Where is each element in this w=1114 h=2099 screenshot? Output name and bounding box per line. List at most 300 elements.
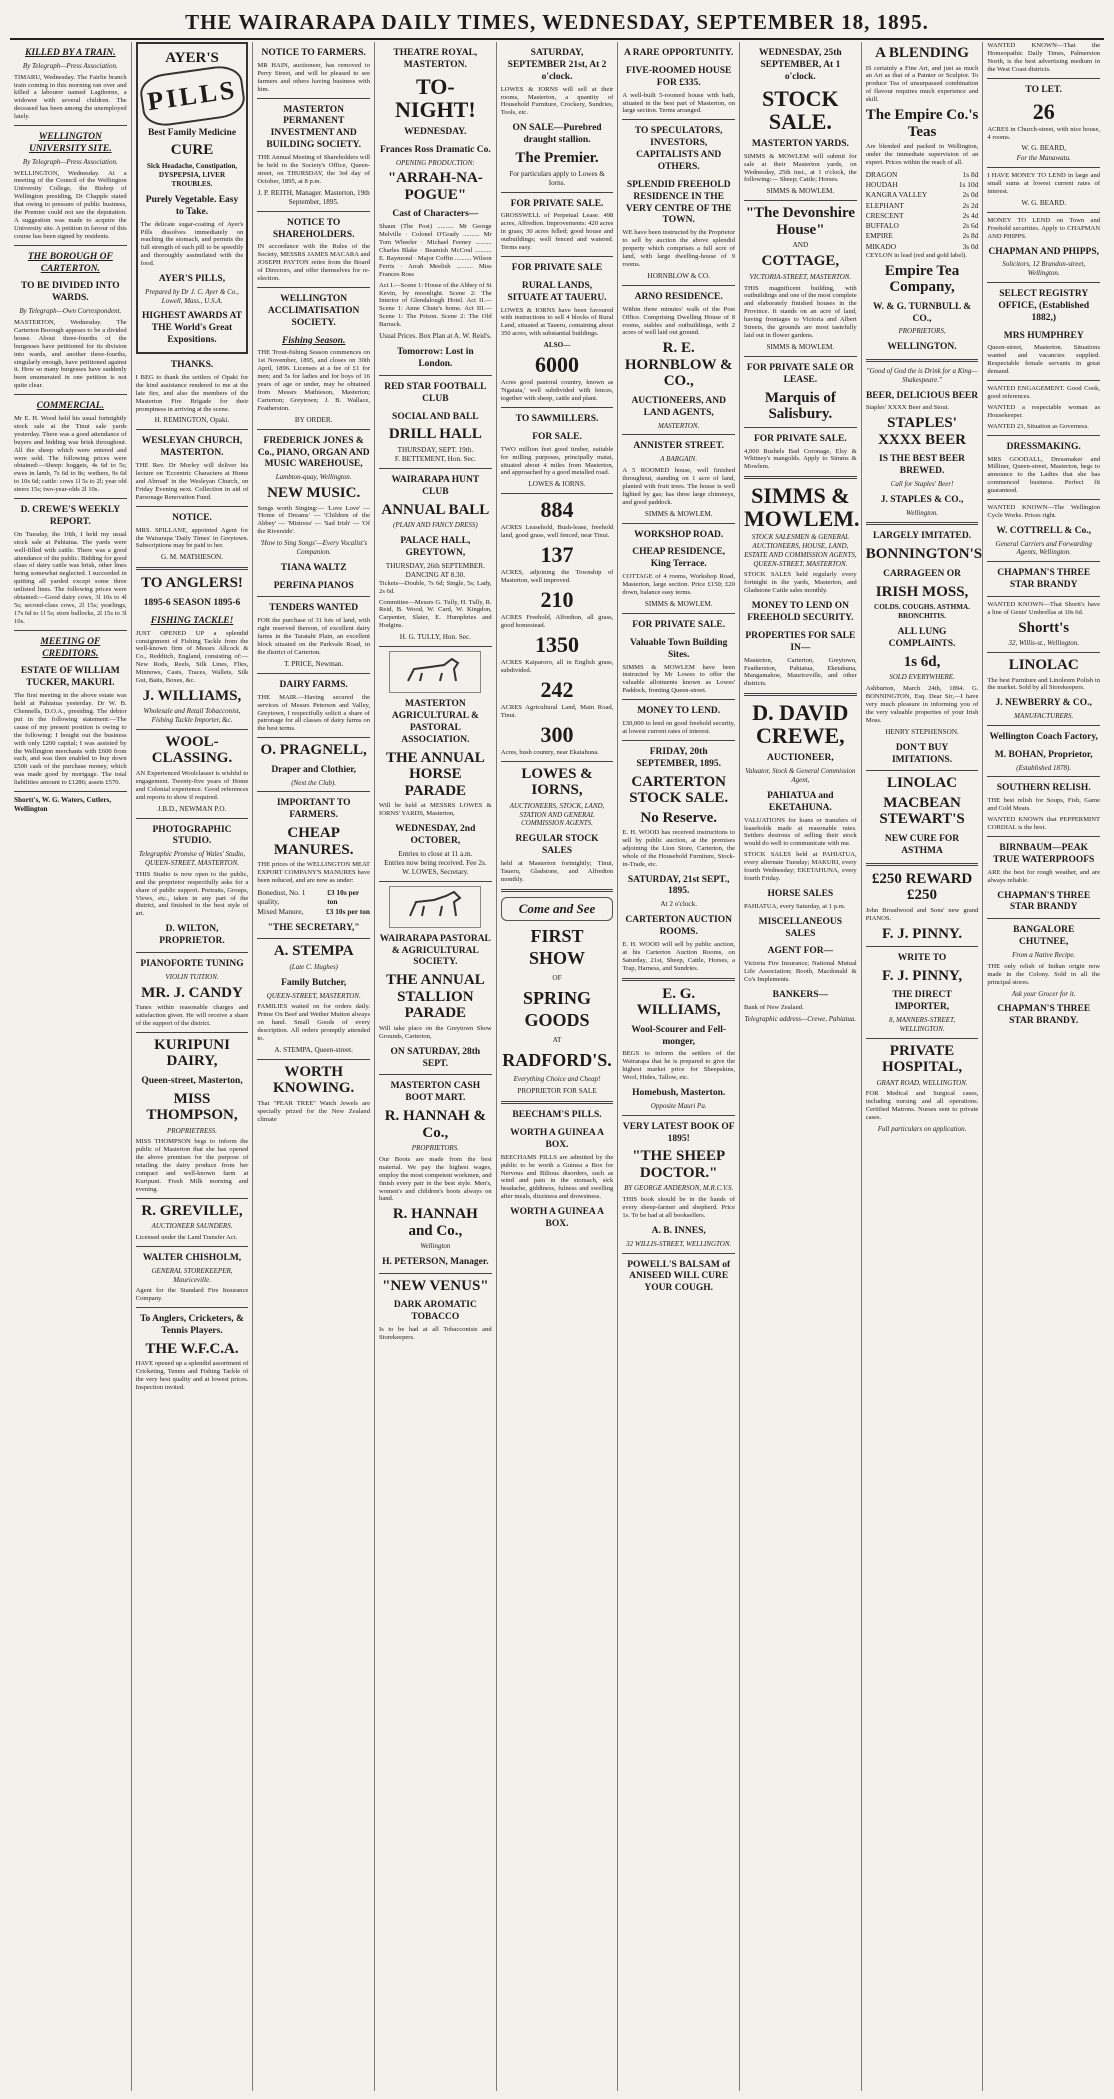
ad-body: STOCK SALES held regularly every fortnight in the yards, Masterton, and Gladstone Cattle sales monthly. bbox=[744, 571, 857, 595]
ad-name: A. B. INNES, bbox=[651, 1225, 706, 1236]
notice-body: held at Masterton fortnightly; Tinui, Taueru, Gladstone, and Alfredton monthly. bbox=[500, 859, 614, 883]
ad-sub: CARRAGEEN OR bbox=[883, 568, 961, 579]
ad-sub: DARK AROMATIC TOBACCO bbox=[393, 1300, 477, 1323]
article-text: Mr E. H. Wood held his usual fortnightly stock sale at the Tinui sale yards yesterday. There was a good attendance of buyers and bidding was brisk throughout. All the sheep which were entered and were sold. The following prices were obtained:—Sheep: hoggets, 4s 6d to 5s; ewes in lamb, 7s 6d to 8s; wethers, 9s 6d to 10s 6d; cattle: cows 1l 5s to 2l; year old steers 15s; two-year-olds 2l 10s. bbox=[14, 415, 127, 494]
ad-committee: Committee—Messrs G. Tully, H. Tully, R. Reid, B. Wood, W. Card, W. Kingdon, Carpenter, Slater, E. Humphries and Hodgins. bbox=[379, 598, 492, 630]
ad-body: Agent for the Standard Fire Insurance Company. bbox=[135, 1287, 249, 1303]
ad-title: WORTH KNOWING. bbox=[273, 1063, 355, 1097]
notice-title: NOTICE TO SHAREHOLDERS. bbox=[272, 217, 355, 240]
price-value: £3 10s per ton bbox=[327, 887, 360, 907]
notice-title: FOR PRIVATE SALE OR LEASE. bbox=[746, 362, 854, 385]
classified-sub: General Carriers and Forwarding Agents, Wellington. bbox=[995, 539, 1092, 557]
ad-title: AYER'S bbox=[165, 50, 219, 66]
ad-sub: (PLAIN AND FANCY DRESS) bbox=[392, 521, 478, 530]
notice-body: LOWES & IORNS will sell at their rooms, Masterton, a quantity of Household Furniture, Crockery, Sundries, Tools, etc. bbox=[500, 85, 614, 117]
ad-date: ON SATURDAY, 28th SEPT. bbox=[390, 1046, 481, 1069]
notice-body: COTTAGE of 4 rooms, Workshop Road, Masterton, large section. Price £150; £20 down, balance easy terms. bbox=[622, 573, 736, 596]
subheadline: ESTATE OF WILLIAM TUCKER, MAKURI. bbox=[20, 666, 120, 689]
classified: MRS GOODALL, Dressmaker and Milliner, Queen-street, Masterton, begs to announce to the Ladies that she has commenced business. Perfect fit guaranteed. bbox=[987, 455, 1101, 495]
ad-title: FREDERICK JONES & Co., PIANO, ORGAN AND MUSIC WAREHOUSE, bbox=[257, 435, 370, 470]
ad-name: F. J. PINNY, bbox=[881, 967, 963, 984]
notice-title: ANNISTER STREET. bbox=[633, 441, 725, 452]
notice-body: WE have been instructed by the Proprietor to sell by auction the above splendid property which comprises a full acre of land, with large dwelling-house of 9 rooms. bbox=[622, 229, 736, 268]
ad-title: BEER, DELICIOUS BEER bbox=[865, 390, 979, 401]
tea-label: ELEPHANT bbox=[865, 200, 904, 210]
ad-money: MONEY TO LEND ON FREEHOLD SECURITY. bbox=[747, 601, 854, 624]
classified-signature: MRS HUMPHREY bbox=[1003, 330, 1084, 341]
ad-sub: Wool-Scourer and Fell-monger, bbox=[631, 1024, 727, 1047]
classified-signature: J. NEWBERRY & CO., bbox=[995, 698, 1092, 709]
classified-sub: For the Manawatu. bbox=[1016, 154, 1071, 163]
ad-title: RED STAR FOOTBALL CLUB bbox=[384, 381, 487, 404]
notice-signature: G. M. MATHIESON. bbox=[160, 553, 224, 562]
article-text: TIMARU, Wednesday. The Fairlie branch train coming in this morning ran over and killed a labourer named Lagthorne, a widower with several children. The deceased has been among the unemployed lately. bbox=[14, 73, 127, 121]
ad-body: That "PEAR TREE" Watch Jewels are specially prized for the New Zealand climate bbox=[257, 1099, 371, 1123]
ad-name: LINOLAC bbox=[887, 775, 958, 792]
acreage-242: 242 bbox=[540, 676, 574, 702]
horse-engraving-icon bbox=[389, 651, 481, 693]
ad-body: Songs worth Singing:— 'Love Love' — 'Home of Dreams' — 'Children of the Abbey' — 'Mistress' — 'Sad Irish' — 'Of the Riverside'. bbox=[257, 504, 371, 536]
ad-sub: For particulars apply to Lowes & Iorns. bbox=[509, 169, 605, 187]
ad-body: FOR Medical and Surgical cases, including nursing and all operations. Certified Matrons. Nurses sent to private cases. bbox=[865, 1090, 979, 1122]
ad-years: 1895-6 SEASON 1895-6 bbox=[143, 597, 241, 608]
notice-body: Acres good pastoral country, known as 'Ngatata,' well subdivided with fences, together with sheep, cattle and plant. bbox=[500, 379, 614, 403]
notice-body: ACRES Freehold, Alfredton, all grass, good homestead. bbox=[500, 614, 614, 630]
ad-body: STOCK SALES held at PAHIATUA, every alternate Tuesday; MAKURI, every fourth Wednesday; EKETAHUNA, every fourth Friday. bbox=[744, 851, 857, 882]
ad-body: THE prices of the WELLINGTON MEAT EXPORT COMPANY'S MANURES have been reduced, and are now as under: bbox=[257, 861, 371, 884]
ad-name: TIANA WALTZ bbox=[280, 562, 347, 573]
ad-call: Call for Staples' Beer! bbox=[890, 480, 954, 489]
ad-sub: THE DIRECT IMPORTER, bbox=[892, 990, 952, 1013]
ad-body: Our Boots are made from the best material. We pay the highest wages, employ the most competent workmen, and finish every pair in the best style. Men's, women's and children's boots always on hand. bbox=[379, 1155, 492, 1203]
tea-label: EMPIRE bbox=[865, 231, 893, 241]
ad-body: IS certainly a Fine Art, and just as much an Art as that of a Painter or Sculptor. To produce Tea of unsurpassed combination of flavour requires much experience and skill. bbox=[865, 64, 979, 104]
ad-title: WRITE TO bbox=[897, 953, 947, 964]
classified-title: Wellington Coach Factory, bbox=[989, 731, 1098, 742]
notice-body: THE Rev. Dr Morley will deliver his lecture on 'Eccentric Characters at Home and Abroad' in the Wesleyan Church, on Friday Evening next. Collection in aid of Parsonage Renovation Fund. bbox=[135, 462, 249, 501]
notice-sub: RURAL LANDS, SITUATE AT TAUERU. bbox=[507, 280, 607, 303]
article-text: On Tuesday, the 10th, I held my usual stock sale at Pahiatua. The yards were well-filled with cattle. There was a good attendance of the public. Bidding for good class of dairy cattle was brisk, other lines being somewhat neglected. I succeeded in quitting all yarded except some three unlisted lines. The following prices were obtained:—Good dairy cows, 3l 10s to 4l 5s; second-class cows, 2l 15s; yearlings, 17s 6d to 1l 5s; store bullocks, 2l 15s to 3l 10s. bbox=[14, 530, 127, 625]
ad-loc: WELLINGTON. bbox=[887, 342, 957, 353]
classified-sub: 32, Willis-st., Wellington. bbox=[1008, 639, 1079, 648]
ad-title: A BLENDING bbox=[875, 45, 969, 61]
tea-price: 3s 0d bbox=[962, 241, 979, 251]
notice-body: LOWES & IORNS have been favoured with instructions to sell 4 blocks of Rural Land, situated at Taueru, containing about 350 acres, with substantial buildings. bbox=[500, 306, 614, 338]
tea-price-row bbox=[866, 211, 979, 220]
ad-name: F. J. PINNY. bbox=[881, 925, 963, 942]
ad-name: MISS THOMPSON, bbox=[146, 1090, 238, 1124]
notice-title: TO SAWMILLERS. bbox=[515, 413, 599, 424]
ad-name: R. GREVILLE, bbox=[141, 1202, 243, 1219]
ad-signature: HENRY STEPHENSON. bbox=[885, 727, 959, 736]
notice-body: GROSSWELL of Perpetual Lease. 498 acres, Alfredton. Improvements: 420 acres in grass; 30 acres felled; good house and outbuildings; well fenced and watered. Terms easy. bbox=[500, 212, 614, 251]
tea-price: 2s 0d bbox=[962, 190, 979, 200]
tea-price: 1s 10d bbox=[958, 180, 979, 189]
notice-body: MRS. SPILLANE, appointed Agent for the Wairarapa 'Daily Times' in Greytown. Subscriptions may be paid to her. bbox=[135, 526, 249, 550]
ad-warning: DON'T BUY IMITATIONS. bbox=[891, 742, 953, 765]
ad-sub: AUCTIONEER, bbox=[766, 753, 834, 764]
headline: WELLINGTON UNIVERSITY SITE. bbox=[29, 132, 112, 154]
tea-price-row bbox=[866, 170, 979, 179]
notice-sub: A BARGAIN. bbox=[660, 455, 698, 464]
ad-list: Sick Headache, Constipation, DYSPEPSIA, LIVER TROUBLES. bbox=[146, 161, 238, 188]
classified-sub: Solicitors, 12 Brandon-street, Wellington. bbox=[1002, 260, 1086, 278]
ad-body: AN Experienced Woolclasser is wishful to engagement. Twenty-five years of Home and Colonial experience. Good references and reports to show if required. bbox=[135, 769, 249, 801]
classified-signature: W. G. BEARD. bbox=[1021, 198, 1067, 207]
notice-title: CARTERTON STOCK SALE. bbox=[629, 773, 729, 807]
column-8 bbox=[862, 42, 984, 2091]
ad-signature: H. PETERSON, Manager. bbox=[382, 1257, 489, 1268]
price-label: Bonedust, No. 1 quality, bbox=[257, 887, 306, 907]
ad-time: Entries to close at 11 a.m. bbox=[398, 849, 473, 858]
ad-body: The delicate sugar-coating of Ayer's Pills dissolves immediately on reaching the stomach, and permits the full strength of each pill to be speedily and thoroughly assimilated with the food. bbox=[140, 220, 244, 268]
tea-price-row bbox=[866, 242, 979, 251]
ad-sub: Wholesale and Retail Tobacconist, Fishing Tackle Importer, &c. bbox=[143, 707, 241, 725]
ad-sub: FISHING TACKLE! bbox=[150, 615, 234, 626]
notice-title: WESLEYAN CHURCH, MASTERTON. bbox=[141, 436, 243, 459]
notice-signature: LOWES & IORNS. bbox=[528, 480, 586, 489]
spring-goods: SPRING GOODS bbox=[523, 987, 592, 1031]
classified: MONEY TO LEND on Town and Freehold securities. Apply to CHAPMAN AND PHIPPS. bbox=[987, 216, 1101, 240]
notice-signature: T. PRICE, Newman. bbox=[284, 659, 344, 668]
ad-sub: WORTH A GUINEA A BOX. bbox=[510, 1127, 604, 1150]
ad-sub: HORSE SALES bbox=[767, 888, 834, 899]
ad-title: PHOTOGRAPHIC STUDIO. bbox=[152, 824, 232, 847]
ad-name: THE W.F.C.A. bbox=[145, 1340, 239, 1357]
shortts-logo: Shortt's bbox=[1018, 619, 1070, 636]
ad-title: KURIPUNI DAIRY, bbox=[154, 1036, 230, 1070]
classified: WANTED KNOWN—That the Homeopathic Daily Times, Palmerston North, is the best advertising medium in the West Coast districts. bbox=[987, 42, 1101, 73]
ad-title: MASTERTON AGRICULTURAL & PASTORAL ASSOCIATION. bbox=[391, 699, 479, 745]
acreage-6000: 6000 bbox=[535, 352, 580, 378]
notice-sub: FIVE-ROOMED HOUSE FOR £335. bbox=[626, 65, 732, 88]
price-row bbox=[257, 888, 370, 907]
classified-title: BIRNBAUM—PEAK TRUE WATERPROOFS bbox=[993, 842, 1095, 865]
headline: MEETING OF CREDITORS. bbox=[40, 636, 101, 659]
notice-title: SATURDAY, SEPTEMBER 21st, At 2 o'clock. bbox=[507, 48, 607, 82]
ad-venue: DRILL HALL bbox=[388, 426, 482, 443]
acreage-1350: 1350 bbox=[535, 632, 580, 658]
ad-name: STAPLES' XXXX BEER bbox=[878, 415, 966, 448]
tea-label: DRAGON bbox=[865, 169, 898, 179]
notice-title: ARNO RESIDENCE. bbox=[634, 291, 723, 302]
ad-ball: ANNUAL BALL bbox=[381, 501, 490, 518]
ad-sub: Lambton-quay, Wellington. bbox=[275, 473, 352, 482]
ad-fee: Entries now being received. Fee 2s. bbox=[384, 858, 487, 867]
signature: Shortt's, W. G. Waters, Cutlers, Wellington bbox=[14, 796, 112, 814]
ad-body: THIS book should be in the hands of every sheep-farmer and shepherd. Price 1s. To be had at all booksellers. bbox=[622, 1196, 736, 1220]
ad-signature: PROPRIETOR FOR SALE bbox=[517, 1087, 597, 1096]
ad-sub: PROPRIETRESS. bbox=[167, 1126, 217, 1135]
ad-sub: QUEEN-STREET, MASTERTON. bbox=[266, 991, 361, 1000]
ad-name: D. DAVID CREWE, bbox=[752, 700, 849, 749]
notice-body: THIS magnificent building, with outbuildings and one of the most complete and elaborately finished houses in the Province. It stands on an acre of land, having frontages to Victoria and Albert Streets, the grounds are most tastefully laid out in flower gardens. bbox=[744, 284, 857, 339]
ad-book: "THE SHEEP DOCTOR." bbox=[632, 1148, 726, 1181]
ad-name: A. STEMPA bbox=[273, 943, 354, 960]
ad-tonight: TO-NIGHT! bbox=[395, 73, 476, 122]
ad-title: To Anglers, Cricketers, & Tennis Players. bbox=[140, 1314, 244, 1337]
headline: THE BOROUGH OF CARTERTON. bbox=[27, 251, 113, 274]
ad-name: The Empire Co.'s Teas bbox=[865, 107, 979, 140]
ad-body: Tunes within reasonable charges and satisfaction given. He will receive a share of the support of the district. bbox=[135, 1004, 249, 1027]
notice-title: FOR PRIVATE SALE. bbox=[632, 619, 726, 630]
classified-sub: MANUFACTURERS. bbox=[1014, 712, 1074, 721]
acreage-884: 884 bbox=[540, 497, 574, 523]
tea-label: HOUDAH bbox=[865, 180, 898, 189]
tea-label: CRESCENT bbox=[865, 210, 904, 220]
notice-body: THE Trout-fishing Season commences on 1st November, 1895, and closes on 30th April, 1896. Licenses at a fee of £1 for men; and 5s for ladies and for boys of 16 years of age or under, may be obtained from Messrs Mathieson, Masterton; Carterton; Greytown; J. B. Wallace, Featherston. bbox=[257, 349, 371, 412]
notice-title: NOTICE TO FARMERS. bbox=[261, 48, 366, 58]
classified: ARE the best for rough weather, and are always reliable. bbox=[987, 868, 1101, 884]
notice-sub: SPLENDID FREEHOLD RESIDENCE IN THE VERY CENTRE OF THE TOWN. bbox=[625, 179, 732, 226]
notice-title: A RARE OPPORTUNITY. bbox=[624, 48, 734, 58]
price-row bbox=[257, 907, 370, 916]
classified: THE best relish for Soups, Fish, Game and Cold Meats. bbox=[987, 797, 1101, 813]
masthead: THE WAIRARAPA DAILY TIMES, WEDNESDAY, SEPTEMBER 18, 1895. bbox=[10, 6, 1104, 40]
radfords: RADFORD'S. bbox=[502, 1049, 612, 1070]
classified-sub: From a Native Recipe. bbox=[1012, 951, 1076, 960]
column-2 bbox=[132, 42, 254, 2091]
ad-sub: MISCELLANEOUS SALES bbox=[758, 916, 843, 939]
notice-date: FRIDAY, 20th SEPTEMBER, 1895. bbox=[636, 746, 722, 769]
notice-sub: Valuable Town Building Sites. bbox=[630, 637, 728, 660]
notice-title: WORKSHOP ROAD. bbox=[634, 529, 724, 540]
ad-sub: Queen-street, Masterton, bbox=[141, 1075, 243, 1086]
notice-signature: SIMMS & MOWLEM. bbox=[766, 342, 835, 351]
notice-signature: HORNBLOW & CO. bbox=[647, 271, 710, 280]
ayers-pills-ad bbox=[136, 42, 249, 354]
ad-body: BEECHAMS PILLS are admitted by the public to be worth a Guinea a Box for Nervous and Bilious disorders, such as wind and pain in the stomach, sick headache, giddiness, fulness and swelling after meals, dizziness and drowsiness. bbox=[500, 1153, 614, 1201]
notice-title: TO SPECULATORS, INVESTORS, CAPITALISTS AND OTHERS. bbox=[634, 126, 723, 172]
classified-title: TO LET. bbox=[1025, 84, 1063, 95]
notice-body: FOR the purchase of 31 lots of land, with right reserved thereon, of excellent dairy farms in the Taratahi Plain, an excellent block situated on the Parkvale Road, in the district of Carterton. bbox=[257, 617, 371, 656]
notice-signature: H. REMINGTON, Opaki. bbox=[154, 416, 230, 425]
notice-body: MR HAIN, auctioneer, has removed to Perry Street, and will be pleased to see farmers and others having business with him. bbox=[257, 61, 371, 93]
ad-by: Prepared by Dr J. C. Ayer & Co., Lowell, Mass., U.S.A. bbox=[145, 287, 239, 305]
price-label: Mixed Manure, bbox=[257, 907, 304, 917]
ad-sub: Wellington bbox=[420, 1242, 451, 1251]
ad-sub: Draper and Clothier, bbox=[271, 764, 357, 775]
ad-name: E. G. WILLIAMS, bbox=[636, 985, 721, 1019]
classified: WANTED KNOWN that PEPPERMINT CORDIAL is the best. bbox=[987, 816, 1101, 832]
classified-signature: CHAPMAN AND PHIPPS, bbox=[988, 246, 1099, 257]
ad-sub: 32 WILLIS-STREET, WELLINGTON. bbox=[626, 1239, 732, 1248]
ad-body: Licensed under the Land Transfer Act. bbox=[135, 1234, 238, 1242]
notice-title: CARTERTON AUCTION ROOMS. bbox=[625, 915, 732, 938]
ad-sub: 'How to Sing Songs'—Every Vocalist's Companion. bbox=[260, 539, 368, 556]
ad-sub: Valuator, Stock & General Commission Agent, bbox=[745, 767, 856, 785]
notice-title: "The Devonshire House" bbox=[745, 205, 856, 238]
ad-name: R. HANNAH & Co., bbox=[384, 1108, 486, 1141]
notice-body: A well-built 5-roomed house with bath, situated in the best part of Masterton, on large section. Terms arranged. bbox=[622, 91, 736, 115]
ad-title: WAIRARAPA PASTORAL & AGRICULTURAL SOCIETY. bbox=[379, 933, 491, 968]
ad-sub: PROPRIETORS. bbox=[411, 1144, 459, 1153]
notice-title: NOTICE. bbox=[172, 512, 212, 523]
ad-title: WOOL-CLASSING. bbox=[151, 733, 233, 767]
tea-price: 2s 8d bbox=[962, 231, 979, 241]
acreage-210: 210 bbox=[540, 587, 574, 613]
acreage-137: 137 bbox=[540, 542, 574, 568]
classified-title: SELECT REGISTRY OFFICE, (Established 1882,) bbox=[998, 288, 1090, 323]
column-7 bbox=[740, 42, 862, 2091]
notice-date: SATURDAY, 21st SEPT., 1895. bbox=[627, 874, 730, 897]
ad-slogan: POWELL'S BALSAM of ANISEED WILL CURE YOUR COUGH. bbox=[627, 1259, 731, 1294]
tea-price-row bbox=[866, 231, 979, 240]
ad-testimonial: Ashburton, March 24th, 1894. G. BONNINGTON, Esq. Dear Sir,—I have very much pleasure in informing you of the very valuable properties of your Irish Moss. bbox=[865, 685, 979, 724]
notice-body: ACRES Kaiparoro, all in English grass, subdivided. bbox=[500, 659, 614, 675]
notice-body: E. H. WOOD has received instructions to sell by public auction, at the premises adjoining the Lion Store, Carterton, the whole of the Household Furniture, Stock-in-Trade, etc. bbox=[622, 829, 736, 868]
ad-title: VERY LATEST BOOK OF 1895! bbox=[622, 1121, 735, 1144]
ad-sub: BANKERS— bbox=[772, 989, 829, 1000]
notice-signature: SIMMS & MOWLEM. bbox=[644, 509, 713, 518]
ad-loc: Homebush, Masterton. bbox=[632, 1088, 726, 1099]
ad-title: MASTERTON CASH BOOT MART. bbox=[390, 1081, 481, 1104]
ad-price: 1s 6d, bbox=[903, 653, 941, 670]
ad-title: BEECHAM'S PILLS. bbox=[512, 1110, 602, 1121]
byline: By Telegraph—Press Association. bbox=[22, 157, 118, 166]
notice-also: ALSO— bbox=[543, 341, 571, 350]
notice-sub: Fishing Season. bbox=[281, 335, 346, 346]
ad-date: THURSDAY, SEPT. 19th. bbox=[397, 445, 474, 454]
classified-sub: Ask your Grocer for it. bbox=[1011, 989, 1076, 998]
byline: By Telegraph—Press Association. bbox=[22, 61, 118, 70]
classified-title: DRESSMAKING. bbox=[1006, 441, 1081, 452]
notice-title: WELLINGTON ACCLIMATISATION SOCIETY. bbox=[267, 293, 360, 328]
ad-name: Empire Tea Company, bbox=[884, 262, 960, 296]
ad-venue: PALACE HALL, GREYTOWN, bbox=[400, 535, 471, 558]
ad-name: R. E. HORNBLOW & CO., bbox=[624, 340, 733, 390]
pill-box-icon: PILLS bbox=[138, 63, 247, 129]
tea-label: BUFFALO bbox=[865, 221, 899, 230]
column-5 bbox=[497, 42, 619, 2091]
headline: KILLED BY A TRAIN. bbox=[25, 48, 116, 58]
ad-parade: THE ANNUAL HORSE PARADE bbox=[385, 749, 485, 799]
classified: WANTED a respectable woman as Housekeeper. bbox=[987, 403, 1101, 419]
classified: I HAVE MONEY TO LEND in large and small sums at lowest current rates of interest. bbox=[987, 172, 1101, 195]
notice-signature: SIMMS & MOWLEM. bbox=[644, 599, 713, 608]
columns bbox=[10, 42, 1104, 2091]
notice-signature: J. P. REITH, Manager. Masterton, 19th September, 1895. bbox=[257, 188, 370, 206]
classified: ACRES in Church-street, with nice house, 4 rooms. bbox=[987, 125, 1101, 141]
ad-loc: PAHIATUA and EKETAHUNA. bbox=[767, 790, 834, 813]
ad-sub: OPENING PRODUCTION: bbox=[395, 158, 475, 167]
ad-music: NEW MUSIC. bbox=[267, 485, 361, 502]
stallion-engraving-icon bbox=[389, 886, 481, 928]
notice-body: Within three minutes' walk of the Post Office. Comprising Dwelling House of 8 rooms, stables and outbuildings, with 2 acres of well laid out ground. bbox=[622, 305, 736, 337]
subheadline: TO BE DIVIDED INTO WARDS. bbox=[21, 281, 120, 304]
ad-sub: W. & G. TURNBULL & CO., bbox=[872, 301, 972, 324]
ad-title: PIANOFORTE TUNING bbox=[140, 959, 244, 969]
ad-body: Bank of New Zealand. bbox=[744, 1003, 804, 1011]
ad-sub: NEW CURE FOR ASTHMA bbox=[884, 833, 960, 856]
notice-body: ACRES Leasehold, Bush-lease, freehold land, good grass, well fenced, near Tinui. bbox=[500, 524, 614, 540]
notice-body: TWO million feet good timber, suitable for milling purposes, principally matai, situated about 4 miles from Masterton, and approached by a good metalled road. bbox=[500, 445, 614, 477]
ad-cures: COLDS. COUGHS. ASTHMA. BRONCHITIS. bbox=[874, 603, 971, 621]
ad-play: "ARRAH-NA-POGUE" bbox=[387, 170, 483, 203]
ad-company: Frances Ross Dramatic Co. bbox=[379, 144, 491, 155]
ad-cast: Cast of Characters— bbox=[392, 209, 479, 220]
ad-name: IRISH MOSS, bbox=[875, 583, 969, 600]
ad-name: BONNINGTON'S bbox=[865, 546, 983, 563]
ad-sub: (Late C. Hughes) bbox=[289, 962, 338, 971]
ad-lungs: ALL LUNG COMPLAINTS. bbox=[888, 627, 956, 650]
ad-sub: Everything Choice and Cheap! bbox=[513, 1075, 601, 1084]
ad-sub: AUCTIONEERS, AND LAND AGENTS, bbox=[631, 395, 726, 418]
ad-body: BEGS to inform the settlers of the Wairarapa that he is prepared to give the highest market price for Sheepskins, Wool, Hides, Tallow, etc. bbox=[622, 1050, 736, 1082]
ad-name: LOWES & IORNS, bbox=[521, 765, 593, 799]
notice-body: A 5 ROOMED house, well finished throughout, standing on 1 acre of land, planted with fruit trees. The house is well lighted by gas; has three large chimneys, and good paddock. bbox=[622, 467, 736, 506]
tea-price-row bbox=[866, 180, 979, 189]
ad-body: JUST OPENED UP a splendid consignment of Fishing Tackle from the well-known firm of Messrs Allcock & Co., Redditch, England, consisting of:— New Rods, Reels, Silk Lines, Flies, Minnows, Casts, Traces, Wallets, Silk Gut, Baits, Boxes, &c. bbox=[135, 629, 249, 685]
ad-sub: (Next the Club). bbox=[291, 778, 337, 787]
column-9 bbox=[983, 42, 1104, 2091]
classified-title: LINOLAC bbox=[1008, 657, 1079, 674]
classified: WANTED KNOWN—That Shortt's have a line of Gents' Umbrellas at 10s 6d. bbox=[987, 600, 1101, 616]
notice-sub: COTTAGE, bbox=[761, 253, 840, 270]
ad-purely: Purely Vegetable. Easy to Take. bbox=[145, 194, 239, 217]
ad-body: PAHIATUA, every Saturday, at 1 p.m. bbox=[744, 902, 846, 910]
ad-name: O. PRAGNELL, bbox=[260, 742, 367, 759]
notice-sub: FOR SALE. bbox=[532, 431, 582, 442]
ad-body: Will be held at MESSRS LOWES & IORNS' YARDS, Masterton, bbox=[379, 802, 492, 818]
ad-name: MACBEAN STEWART'S bbox=[879, 794, 965, 828]
ad-sub: Family Butcher, bbox=[281, 977, 347, 988]
ad-tomorrow: Tomorrow: Lost in London. bbox=[397, 347, 474, 369]
notice-title: MONEY TO LEND. bbox=[637, 706, 721, 717]
ad-sub: Telegraphic Promise of Wales' Studio, QUEEN-STREET, MASTERTON. bbox=[138, 850, 246, 868]
ad-sub: MASTERTON. bbox=[658, 421, 700, 430]
classified-signature: M. BOHAN, Proprietor, bbox=[994, 749, 1093, 760]
ad-tickets: Tickets—Double, 7s 6d; Single, 5s; Lady, 2s 6d. bbox=[379, 579, 492, 595]
notice-body: ACRES Agricultural Land, Main Road, Tinui. bbox=[500, 704, 614, 719]
ad-loc: Wellington. bbox=[906, 508, 938, 517]
ad-signature: A. STEMPA, Queen-street. bbox=[274, 1045, 353, 1054]
ad-acts: Act I.—Scene 1: House of the Abbey of St Kevin, by moonlight. Scene 2: The Interior of Glendalough Hotel. Act II.—Scene 1: Anne Chute's home. Act III.—Scene 1: The Prison. Scene 2: The Old Barrack. bbox=[379, 281, 492, 329]
article-text: MASTERTON, Wednesday. The Carterton Borough appears to be a divided house. About three-fourths of the burgesses have petitioned for its division into wards, and another three-fourths, singularly enough, have petitioned against it. How so many burgesses have suddenly been enumerated in one petition is not quite clear. bbox=[14, 318, 127, 390]
ad-sub: GENERAL STOREKEEPER, Mauriceville. bbox=[151, 1266, 233, 1284]
ad-prices: Usual Prices. Box Plan at A. W. Reid's. bbox=[379, 332, 492, 341]
ad-dancing: DANCING AT 8.30. bbox=[405, 570, 466, 579]
word-at: AT bbox=[552, 1035, 562, 1044]
ad-sub: VIOLIN TUITION. bbox=[165, 972, 219, 981]
ad-tagline: Best Family Medicine bbox=[147, 127, 237, 138]
notice-body: 4,000 Bushels Bad Coronage, Elsy & Whitney's mangolds. Apply to Simms & Mowlem. bbox=[744, 447, 857, 471]
ad-awards: HIGHEST AWARDS AT THE World's Great Expositions. bbox=[142, 311, 242, 346]
tea-price: 2s 6d bbox=[962, 221, 979, 230]
notice-title: STOCK SALE. bbox=[762, 85, 839, 134]
ad-loc: GRANT ROAD, WELLINGTON. bbox=[876, 1078, 968, 1087]
ad-sub: PROPRIETORS, bbox=[898, 327, 946, 336]
ad-body: Will take place on the Greytown Show Grounds, Carterton, bbox=[379, 1024, 492, 1040]
notice-title: DAIRY FARMS. bbox=[279, 679, 348, 690]
ad-name: PERFINA PIANOS bbox=[273, 580, 354, 591]
ad-cure: CURE bbox=[170, 142, 214, 159]
notice-sub: No Reserve. bbox=[640, 809, 718, 826]
ad-sub: IS THE BEST BEER BREWED. bbox=[879, 454, 966, 477]
ad-name: WALTER CHISHOLM, bbox=[142, 1252, 242, 1263]
notice-signature: BY ORDER. bbox=[294, 415, 333, 424]
tea-price-row bbox=[866, 221, 979, 230]
headline: COMMERCIAL. bbox=[36, 401, 104, 412]
notice-title: FOR PRIVATE SALE bbox=[511, 262, 603, 273]
notice-title: ON SALE—Purebred draught stallion. bbox=[512, 123, 602, 146]
classified-signature: W. G. BEARD, bbox=[1021, 144, 1067, 153]
ad-signature: Telegraphic address—Crewe, Pahiatua. bbox=[744, 1014, 857, 1023]
notice-sub: MASTERTON YARDS. bbox=[751, 138, 849, 149]
ad-body: Is to be had at all Tobacconists and Storekeepers. bbox=[379, 1326, 492, 1342]
ad-premier: The Premier. bbox=[515, 150, 599, 166]
ad-body: CEYLON in lead (red and gold label). bbox=[865, 251, 967, 259]
